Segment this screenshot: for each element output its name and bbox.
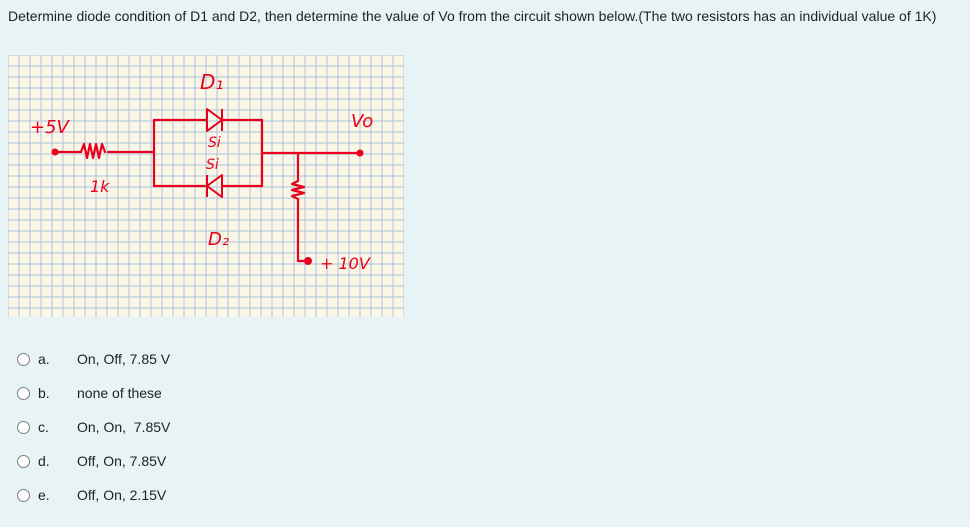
option-text: On, Off, 7.85 V	[77, 351, 171, 367]
option-letter: d.	[38, 453, 50, 469]
option-letter: a.	[38, 351, 50, 367]
radio-button[interactable]	[17, 421, 30, 434]
d1-label: D₁	[200, 70, 224, 94]
answer-option-e[interactable]	[17, 478, 170, 512]
d2-label: D₂	[208, 229, 230, 250]
option-letter: c.	[38, 419, 49, 435]
answer-option-c[interactable]	[17, 410, 170, 444]
answer-option-a[interactable]	[17, 342, 170, 376]
option-letter: e.	[38, 487, 50, 503]
option-text: Off, On, 7.85V	[77, 453, 167, 469]
radio-button[interactable]	[17, 455, 30, 468]
right-terminal-dot	[304, 257, 312, 265]
source-left-label: +5V	[30, 117, 69, 138]
radio-button[interactable]	[17, 387, 30, 400]
circuit-figure	[8, 55, 404, 317]
left-terminal-dot	[52, 149, 59, 156]
radio-button[interactable]	[17, 353, 30, 366]
vo-terminal-dot	[357, 150, 364, 157]
answer-option-d[interactable]	[17, 444, 170, 478]
option-text: On, On, 7.85V	[77, 419, 171, 435]
option-text: none of these	[77, 385, 162, 401]
circuit-diagram	[8, 55, 404, 317]
si-label-top: Si	[208, 135, 221, 151]
answer-option-b[interactable]	[17, 376, 170, 410]
answer-options	[17, 342, 170, 512]
radio-button[interactable]	[17, 489, 30, 502]
resistor-label: 1k	[90, 177, 110, 196]
source-right-label: + 10V	[320, 254, 370, 273]
option-text: Off, On, 2.15V	[77, 487, 167, 503]
option-letter: b.	[38, 385, 50, 401]
question-text: Determine diode condition of D1 and D2, then determine the value of Vo from the circuit shown below.(The two resistors has an individual value of 1K)	[8, 8, 937, 24]
vo-label: Vo	[351, 111, 374, 132]
si-label-bottom: Si	[206, 157, 219, 173]
